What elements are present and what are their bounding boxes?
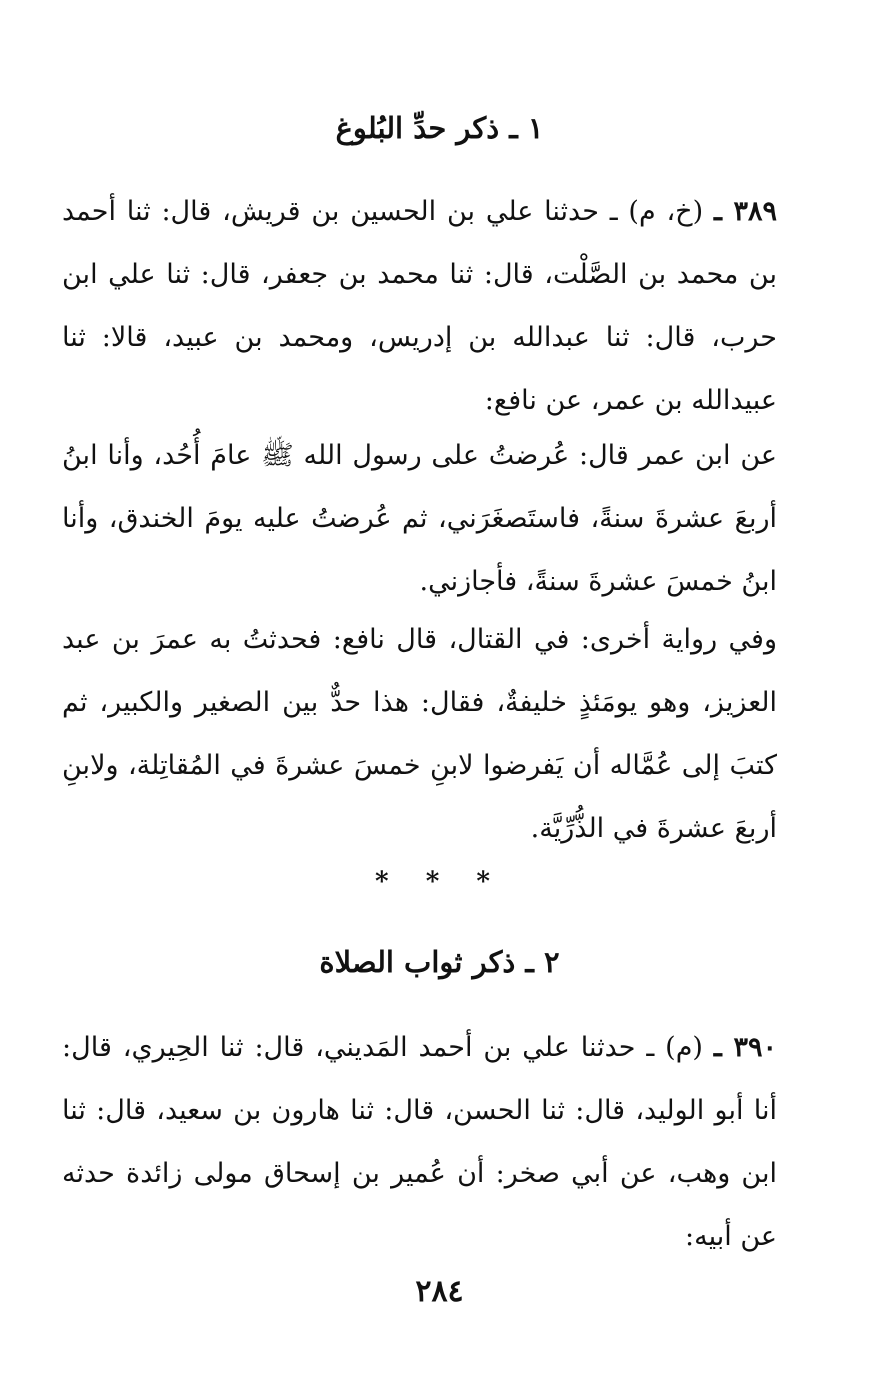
- hadith-number: ٣٨٩ ـ: [713, 196, 777, 227]
- hadith-paragraph: وفي رواية أخرى: في القتال، قال نافع: فحدثتُ به عمرَ بن عبد العزيز، وهو يومَئذٍ خليفةٌ، فقال: هذا حدٌّ بين الصغير والكبير، ثم كتبَ إلى عُمَّاله أن يَفرضوا لابنِ خمسَ عشرةَ في المُقاتِلة، ولابنِ أربعَ عشرةَ في الذُّرِّيَّة.: [62, 624, 777, 844]
- page-number: ٢٨٤: [415, 1274, 464, 1309]
- section-separator: * * *: [375, 867, 504, 897]
- hadith-text: (خ، م) ـ حدثنا علي بن الحسين بن قريش، قال: ثنا أحمد بن محمد بن الصَّلْت، قال: ثنا محمد بن جعفر، قال: ثنا علي ابن حرب، قال: ثنا عبدالله بن إدريس، ومحمد بن عبيد، قالا: ثنا عبيدالله بن عمر، عن نافع:: [62, 196, 777, 416]
- hadith-paragraph: عن ابن عمر قال: عُرضتُ على رسول الله ﷺ عامَ أُحُد، وأنا ابنُ أربعَ عشرةَ سنةً، فاستَصغَرَني، ثم عُرضتُ عليه يومَ الخندق، وأنا ابنُ خمسَ عشرةَ سنةً، فأجازني.: [62, 440, 777, 597]
- section-heading: ٢ ـ ذكر ثواب الصلاة: [319, 945, 560, 979]
- hadith-paragraph: [62, 180, 777, 432]
- section-heading: ١ ـ ذكر حدِّ البُلوغ: [335, 111, 544, 145]
- hadith-text: (م) ـ حدثنا علي بن أحمد المَديني، قال: ثنا الحِيري، قال: أنا أبو الوليد، قال: ثنا الحسن، قال: ثنا هارون بن سعيد، قال: ثنا ابن وهب، عن أبي صخر: أن عُمير بن إسحاق مولى زائدة حدثه عن أبيه:: [62, 1032, 777, 1252]
- hadith-number: ٣٩٠ ـ: [713, 1032, 777, 1063]
- hadith-paragraph: [62, 1016, 777, 1268]
